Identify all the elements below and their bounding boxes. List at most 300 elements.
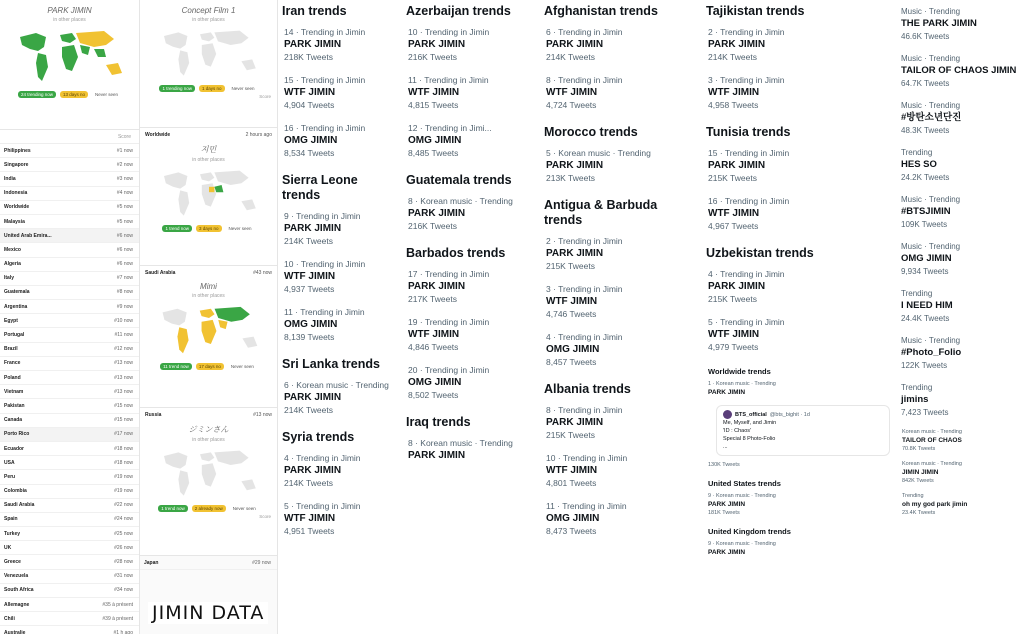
trend-meta: 6 · Trending in Jimin bbox=[546, 27, 623, 37]
rank-value: #3 now bbox=[116, 175, 133, 182]
rank-country: Singapore bbox=[4, 161, 29, 168]
rank-value: #6 now bbox=[116, 261, 133, 268]
world-map bbox=[157, 303, 261, 359]
trend-meta: 1 · Korean music · Trending bbox=[708, 381, 776, 387]
trend-count: 8,457 Tweets bbox=[546, 357, 597, 367]
trend-item[interactable] bbox=[896, 145, 1024, 192]
rank-row[interactable] bbox=[0, 286, 139, 300]
trend-item[interactable] bbox=[278, 73, 400, 121]
trend-name: PARK JIMIN bbox=[284, 465, 342, 476]
map-subtitle: in other places bbox=[192, 157, 225, 163]
trend-item[interactable] bbox=[896, 239, 1024, 286]
rank-country: France bbox=[4, 360, 21, 367]
trend-name: TAILOR OF CHAOS JIMIN bbox=[901, 65, 1017, 76]
world-map bbox=[157, 27, 261, 81]
trend-meta: 6 · Korean music · Trending bbox=[284, 380, 389, 390]
trend-name: PARK JIMIN bbox=[708, 501, 746, 508]
maps-column bbox=[140, 0, 278, 634]
rank-row[interactable] bbox=[0, 300, 139, 314]
trends-column-5 bbox=[540, 0, 700, 634]
trend-name: WTF JIMIN bbox=[408, 329, 460, 340]
trend-item[interactable] bbox=[702, 315, 896, 363]
world-map bbox=[14, 27, 126, 87]
rank-country: Indonesia bbox=[4, 190, 28, 197]
trend-name: WTF JIMIN bbox=[546, 296, 598, 307]
map-legend bbox=[140, 505, 277, 512]
rank-row[interactable] bbox=[0, 215, 139, 229]
legend-days: 13 days no bbox=[60, 91, 88, 98]
trend-count: 4,979 Tweets bbox=[708, 342, 759, 352]
trend-item[interactable] bbox=[402, 194, 540, 242]
rank-value: #10 now bbox=[114, 317, 133, 324]
trend-count: 70.8K Tweets bbox=[902, 446, 936, 452]
rank-value: #7 now bbox=[116, 275, 133, 282]
trend-item[interactable] bbox=[278, 451, 400, 499]
rank-country: Poland bbox=[4, 374, 21, 381]
trend-name: PARK JIMIN bbox=[708, 160, 766, 171]
trend-count: 215K Tweets bbox=[546, 261, 595, 271]
trend-item[interactable] bbox=[540, 25, 700, 73]
trend-item[interactable] bbox=[540, 330, 700, 378]
rank-row[interactable] bbox=[0, 555, 139, 569]
rank-row[interactable] bbox=[0, 371, 139, 385]
rank-value: #13 now bbox=[114, 388, 133, 395]
trend-name: PARK JIMIN bbox=[546, 39, 604, 50]
trend-meta: 11 · Trending in Jimin bbox=[284, 307, 365, 317]
trend-item[interactable] bbox=[896, 380, 1024, 427]
trend-item[interactable] bbox=[896, 333, 1024, 380]
trend-name: JIMIN JIMIN bbox=[902, 469, 939, 476]
rank-value: #17 now bbox=[114, 431, 133, 438]
tweet-line: Special 8 Photo-Folio bbox=[723, 436, 776, 442]
trend-item[interactable] bbox=[278, 499, 400, 547]
rank-row[interactable] bbox=[0, 584, 139, 598]
trend-meta: Music · Trending bbox=[901, 101, 961, 110]
trend-item[interactable] bbox=[540, 73, 700, 121]
rank-row[interactable] bbox=[0, 499, 139, 513]
rank-list bbox=[0, 144, 139, 634]
trend-item[interactable] bbox=[702, 25, 896, 73]
trend-item[interactable] bbox=[278, 257, 400, 305]
trend-item[interactable] bbox=[540, 146, 700, 194]
trend-count: 8,485 Tweets bbox=[408, 148, 459, 158]
trend-count: 215K Tweets bbox=[546, 430, 595, 440]
rank-country: UK bbox=[4, 544, 12, 551]
rank-row[interactable] bbox=[0, 314, 139, 328]
trend-name: PARK JIMIN bbox=[546, 160, 604, 171]
trend-name: oh my god park jimin bbox=[902, 501, 968, 508]
trend-meta: 11 · Trending in Jimin bbox=[546, 501, 627, 511]
worldwide-trends-panel bbox=[702, 363, 896, 563]
tweet-user bbox=[723, 410, 883, 419]
tweet-handle: @bts_bighit · 1d bbox=[769, 411, 810, 418]
rank-value: #13 now bbox=[114, 374, 133, 381]
rank-country: United Arab Emira... bbox=[4, 232, 52, 239]
trend-name: PARK JIMIN bbox=[408, 39, 466, 50]
section-title: Iran trends bbox=[282, 4, 347, 18]
rank-country: Colombia bbox=[4, 488, 27, 495]
rank-value: #12 now bbox=[114, 346, 133, 353]
rank-country: Italy bbox=[4, 275, 15, 282]
trend-meta: 19 · Trending in Jimin bbox=[408, 317, 490, 327]
trend-name: #방탄소년단진 bbox=[901, 112, 962, 123]
trend-count: 23.4K Tweets bbox=[902, 510, 936, 516]
trend-meta: 4 · Trending in Jimin bbox=[708, 269, 785, 279]
rank-row[interactable] bbox=[0, 258, 139, 272]
rank-country: Egypt bbox=[4, 317, 18, 324]
rank-row[interactable] bbox=[0, 470, 139, 484]
trend-meta: 9 · Korean music · Trending bbox=[708, 493, 776, 499]
map-head-time: 2 hours ago bbox=[245, 132, 272, 138]
legend-never: Never seen bbox=[232, 506, 256, 511]
trend-count: 216K Tweets bbox=[408, 52, 457, 62]
trend-item[interactable] bbox=[702, 379, 896, 403]
legend-never: Never seen bbox=[95, 92, 119, 97]
trend-item[interactable] bbox=[540, 403, 700, 451]
map-title: Mimi bbox=[200, 282, 217, 291]
rank-row[interactable] bbox=[0, 527, 139, 541]
rank-row[interactable] bbox=[0, 541, 139, 555]
map-head-rank: #43 now bbox=[253, 270, 272, 276]
trend-meta: 5 · Trending in Jimin bbox=[708, 317, 785, 327]
trend-item[interactable] bbox=[702, 194, 896, 242]
trend-meta: Trending bbox=[902, 493, 924, 499]
trend-name: PARK JIMIN bbox=[284, 39, 342, 50]
trend-item[interactable] bbox=[702, 267, 896, 315]
map-head bbox=[140, 408, 277, 418]
trend-count: 4,967 Tweets bbox=[708, 221, 759, 231]
trend-count: 4,904 Tweets bbox=[284, 100, 335, 110]
trend-meta: 9 · Korean music · Trending bbox=[708, 541, 776, 547]
rank-row[interactable] bbox=[0, 598, 139, 612]
rank-value: #6 now bbox=[116, 246, 133, 253]
rank-row[interactable] bbox=[0, 144, 139, 158]
trend-item[interactable] bbox=[896, 459, 1024, 491]
trend-item[interactable] bbox=[278, 209, 400, 257]
section-title: Azerbaijan trends bbox=[406, 4, 511, 18]
trend-name: I NEED HIM bbox=[901, 300, 953, 311]
trend-meta: 16 · Trending in Jimin bbox=[284, 123, 366, 133]
trend-count: 24.2K Tweets bbox=[901, 173, 950, 182]
rank-row-japan[interactable] bbox=[140, 556, 277, 570]
rank-row[interactable] bbox=[0, 385, 139, 399]
trend-item[interactable] bbox=[896, 4, 1024, 51]
trend-meta: Music · Trending bbox=[901, 195, 961, 204]
trend-count: 213K Tweets bbox=[546, 173, 595, 183]
rank-row[interactable] bbox=[0, 414, 139, 428]
trend-name: OMG JIMIN bbox=[546, 344, 600, 355]
map-head-country: Saudi Arabia bbox=[145, 270, 176, 276]
trends-column-7 bbox=[896, 0, 1024, 634]
map-legend bbox=[140, 225, 277, 232]
trend-meta: Trending bbox=[901, 289, 933, 298]
map-title: Concept Film 1 bbox=[181, 6, 236, 15]
legend-never: Never seen bbox=[231, 86, 255, 91]
rank-value: #4 now bbox=[116, 190, 133, 197]
concept-film-map-card bbox=[140, 0, 277, 128]
trend-meta: 15 · Trending in Jimin bbox=[284, 75, 366, 85]
trend-meta: 9 · Trending in Jimin bbox=[284, 211, 361, 221]
trend-name: OMG JIMIN bbox=[284, 135, 338, 146]
rank-row[interactable] bbox=[0, 201, 139, 215]
trend-item[interactable] bbox=[896, 491, 1024, 523]
section-title: Tunisia trends bbox=[706, 125, 791, 139]
trend-meta: 20 · Trending in Jimin bbox=[408, 365, 490, 375]
trend-count: 218K Tweets bbox=[284, 52, 333, 62]
trend-count: 215K Tweets bbox=[708, 173, 757, 183]
section-title: United States trends bbox=[708, 479, 781, 488]
rank-country: Saudi Arabia bbox=[4, 502, 35, 509]
rank-value: #1 h ago bbox=[113, 629, 133, 634]
trend-count: 214K Tweets bbox=[284, 236, 333, 246]
trend-name: jimins bbox=[901, 394, 929, 405]
trend-name: PARK JIMIN bbox=[708, 281, 766, 292]
trend-item[interactable] bbox=[896, 427, 1024, 459]
trend-name: PARK JIMIN bbox=[408, 450, 466, 461]
trend-name: WTF JIMIN bbox=[408, 87, 460, 98]
trend-name: OMG JIMIN bbox=[546, 513, 600, 524]
rank-row[interactable] bbox=[0, 158, 139, 172]
trend-meta: 3 · Trending in Jimin bbox=[546, 284, 623, 294]
trends-column-3 bbox=[278, 0, 400, 634]
rank-row[interactable] bbox=[0, 229, 139, 243]
rank-row[interactable] bbox=[0, 456, 139, 470]
rank-row[interactable] bbox=[0, 513, 139, 527]
trend-item[interactable] bbox=[896, 286, 1024, 333]
legend-days: 17 days no bbox=[196, 363, 224, 370]
rank-value: #34 now bbox=[114, 587, 133, 594]
map-legend bbox=[140, 85, 277, 92]
jimin-korean-map-card bbox=[140, 128, 277, 266]
trend-meta: 10 · Trending in Jimin bbox=[408, 27, 490, 37]
trend-count: 48.3K Tweets bbox=[901, 126, 950, 135]
trend-item[interactable] bbox=[402, 121, 540, 169]
trend-count: 64.7K Tweets bbox=[901, 79, 950, 88]
rank-value: #2 now bbox=[116, 161, 133, 168]
trend-item[interactable] bbox=[896, 192, 1024, 239]
rank-row[interactable] bbox=[0, 442, 139, 456]
rank-value: #29 now bbox=[252, 559, 271, 566]
rank-country: Australie bbox=[4, 629, 26, 634]
trend-count: 8,534 Tweets bbox=[284, 148, 335, 158]
trend-item[interactable] bbox=[540, 234, 700, 282]
section-title: Barbados trends bbox=[406, 246, 506, 260]
legend-trending: 11 trend now bbox=[160, 363, 192, 370]
map-foot: Score bbox=[259, 94, 271, 99]
trend-meta: 8 · Trending in Jimin bbox=[546, 75, 623, 85]
trend-count: 4,801 Tweets bbox=[546, 478, 597, 488]
rank-row[interactable] bbox=[0, 343, 139, 357]
rank-value: #25 now bbox=[114, 530, 133, 537]
trend-name: #Photo_Folio bbox=[901, 347, 962, 358]
trend-item[interactable] bbox=[540, 282, 700, 330]
trend-name: THE PARK JIMIN bbox=[901, 18, 977, 29]
trend-meta: 17 · Trending in Jimin bbox=[408, 269, 490, 279]
trend-item[interactable] bbox=[402, 267, 540, 315]
trend-count: 8,139 Tweets bbox=[284, 332, 335, 342]
map-subtitle: in other places bbox=[192, 17, 225, 23]
rank-country: Ecuador bbox=[4, 445, 25, 452]
trend-name: WTF JIMIN bbox=[546, 87, 598, 98]
rank-row[interactable] bbox=[0, 328, 139, 342]
rank-row[interactable] bbox=[0, 612, 139, 626]
trend-meta: Korean music · Trending bbox=[902, 461, 962, 467]
trend-count: 8,473 Tweets bbox=[546, 526, 597, 536]
trend-item[interactable] bbox=[402, 25, 540, 73]
trend-meta: 10 · Trending in Jimin bbox=[284, 259, 366, 269]
trend-meta: 2 · Trending in Jimin bbox=[708, 27, 785, 37]
rank-value: #26 now bbox=[114, 544, 133, 551]
section-title: Guatemala trends bbox=[406, 173, 512, 187]
rank-row[interactable] bbox=[0, 187, 139, 201]
trend-meta: Music · Trending bbox=[901, 7, 961, 16]
rank-country: Greece bbox=[4, 559, 21, 566]
trend-meta: 14 · Trending in Jimin bbox=[284, 27, 366, 37]
map-head bbox=[140, 266, 277, 276]
legend-days: 3 days no bbox=[196, 225, 222, 232]
trends-column-4 bbox=[402, 0, 540, 634]
rank-value: #9 now bbox=[116, 303, 133, 310]
rank-value: #22 now bbox=[114, 502, 133, 509]
rank-row[interactable] bbox=[0, 485, 139, 499]
rank-country: Canada bbox=[4, 417, 23, 424]
rank-country: Brazil bbox=[4, 346, 18, 353]
trend-name: PARK JIMIN bbox=[708, 549, 746, 556]
legend-trending: 1 trend now bbox=[158, 505, 188, 512]
rank-value: #15 now bbox=[114, 402, 133, 409]
trend-item[interactable] bbox=[896, 98, 1024, 145]
trend-item[interactable] bbox=[702, 73, 896, 121]
world-map bbox=[157, 447, 261, 501]
rank-value: #18 now bbox=[114, 445, 133, 452]
map-legend bbox=[140, 363, 277, 370]
tweet-card[interactable] bbox=[716, 405, 890, 456]
trend-meta: 11 · Trending in Jimin bbox=[408, 75, 489, 85]
trend-name: OMG JIMIN bbox=[901, 253, 952, 264]
trend-count: 4,937 Tweets bbox=[284, 284, 335, 294]
map-foot: Score bbox=[259, 514, 271, 519]
rank-country: Allemagne bbox=[4, 601, 30, 608]
trend-count: 216K Tweets bbox=[408, 221, 457, 231]
legend-trending: 1 trending now bbox=[159, 85, 195, 92]
trend-item[interactable] bbox=[896, 51, 1024, 98]
trend-name: PARK JIMIN bbox=[708, 389, 746, 396]
rank-row[interactable] bbox=[0, 428, 139, 442]
map-head bbox=[140, 128, 277, 138]
trend-name: PARK JIMIN bbox=[284, 223, 342, 234]
section-title: Uzbekistan trends bbox=[706, 246, 814, 260]
legend-trending: 24 trending now bbox=[18, 91, 56, 98]
mimi-map-card bbox=[140, 266, 277, 408]
rank-row[interactable] bbox=[0, 172, 139, 186]
trend-count: 214K Tweets bbox=[284, 405, 333, 415]
rank-row[interactable] bbox=[0, 399, 139, 413]
trend-meta: 4 · Trending in Jimin bbox=[284, 453, 361, 463]
rank-value: #15 now bbox=[114, 417, 133, 424]
rank-country: South Africa bbox=[4, 587, 34, 594]
map-head-rank: #13 now bbox=[253, 412, 272, 418]
trend-count: 9,934 Tweets bbox=[901, 267, 949, 276]
trend-name: WTF JIMIN bbox=[708, 87, 760, 98]
section-title: United Kingdom trends bbox=[708, 527, 791, 536]
rank-value: #31 now bbox=[114, 573, 133, 580]
trend-item[interactable] bbox=[402, 315, 540, 363]
trend-meta: 8 · Korean music · Trending bbox=[408, 196, 513, 206]
trend-item[interactable] bbox=[402, 73, 540, 121]
trend-meta: Korean music · Trending bbox=[902, 429, 962, 435]
rank-value: #19 now bbox=[114, 473, 133, 480]
trend-count: 181K Tweets bbox=[708, 510, 740, 516]
trend-item[interactable] bbox=[278, 305, 400, 353]
trend-meta: 4 · Trending in Jimin bbox=[546, 332, 623, 342]
trend-count: 4,724 Tweets bbox=[546, 100, 597, 110]
trend-item[interactable] bbox=[540, 451, 700, 499]
rank-row[interactable] bbox=[0, 243, 139, 257]
watermark: JIMIN DATA bbox=[148, 602, 268, 624]
trend-count: 130K Tweets bbox=[708, 462, 740, 468]
trend-name: TAILOR OF CHAOS bbox=[902, 437, 962, 444]
rank-country: Porto Rico bbox=[4, 431, 30, 438]
trend-item[interactable] bbox=[402, 436, 540, 473]
rank-country: Spain bbox=[4, 516, 18, 523]
section-title: Sri Lanka trends bbox=[282, 357, 380, 371]
rank-row[interactable] bbox=[0, 570, 139, 584]
trend-name: OMG JIMIN bbox=[408, 377, 462, 388]
legend-never: Never seen bbox=[230, 364, 254, 369]
rank-value: #35 à présent bbox=[102, 601, 133, 608]
trend-item[interactable] bbox=[278, 378, 400, 426]
rank-country: India bbox=[4, 175, 16, 182]
trend-count: 46.6K Tweets bbox=[901, 32, 950, 41]
tweet-username: BTS_official bbox=[735, 411, 767, 418]
legend-days: 1 days no bbox=[199, 85, 225, 92]
trend-meta: 12 · Trending in Jimi... bbox=[408, 123, 492, 133]
rank-row[interactable] bbox=[0, 272, 139, 286]
trend-item[interactable] bbox=[702, 491, 896, 523]
rank-value: #8 now bbox=[116, 289, 133, 296]
trend-item[interactable] bbox=[702, 146, 896, 194]
rank-row[interactable] bbox=[0, 626, 139, 634]
trend-item[interactable] bbox=[540, 499, 700, 547]
rank-row[interactable] bbox=[0, 357, 139, 371]
trend-meta: Trending bbox=[901, 148, 933, 157]
trend-item[interactable] bbox=[402, 363, 540, 411]
park-jimin-map-card bbox=[0, 0, 139, 130]
trend-count-row bbox=[702, 460, 896, 475]
trend-item[interactable] bbox=[278, 121, 400, 169]
trend-item[interactable] bbox=[702, 539, 896, 563]
tweet-line: ... bbox=[723, 444, 728, 450]
trend-name: WTF JIMIN bbox=[708, 329, 760, 340]
rank-country: Peru bbox=[4, 473, 16, 480]
rank-country: Chili bbox=[4, 615, 15, 622]
section-title: Afghanistan trends bbox=[544, 4, 658, 18]
trend-count: 109K Tweets bbox=[901, 220, 948, 229]
rank-country: Mexico bbox=[4, 246, 21, 253]
map-title: PARK JIMIN bbox=[47, 6, 92, 15]
trend-count: 7,423 Tweets bbox=[901, 408, 949, 417]
rank-table-header: Score bbox=[0, 130, 139, 144]
trend-name: WTF JIMIN bbox=[546, 465, 598, 476]
trend-count: 214K Tweets bbox=[284, 478, 333, 488]
trend-item[interactable] bbox=[278, 25, 400, 73]
trend-name: PARK JIMIN bbox=[408, 208, 466, 219]
tweet-line: Me, Myself, and Jimin bbox=[723, 420, 777, 426]
trend-name: PARK JIMIN bbox=[708, 39, 766, 50]
rank-value: #5 now bbox=[116, 204, 133, 211]
rank-country: Turkey bbox=[4, 530, 21, 537]
trend-meta: Music · Trending bbox=[901, 242, 961, 251]
